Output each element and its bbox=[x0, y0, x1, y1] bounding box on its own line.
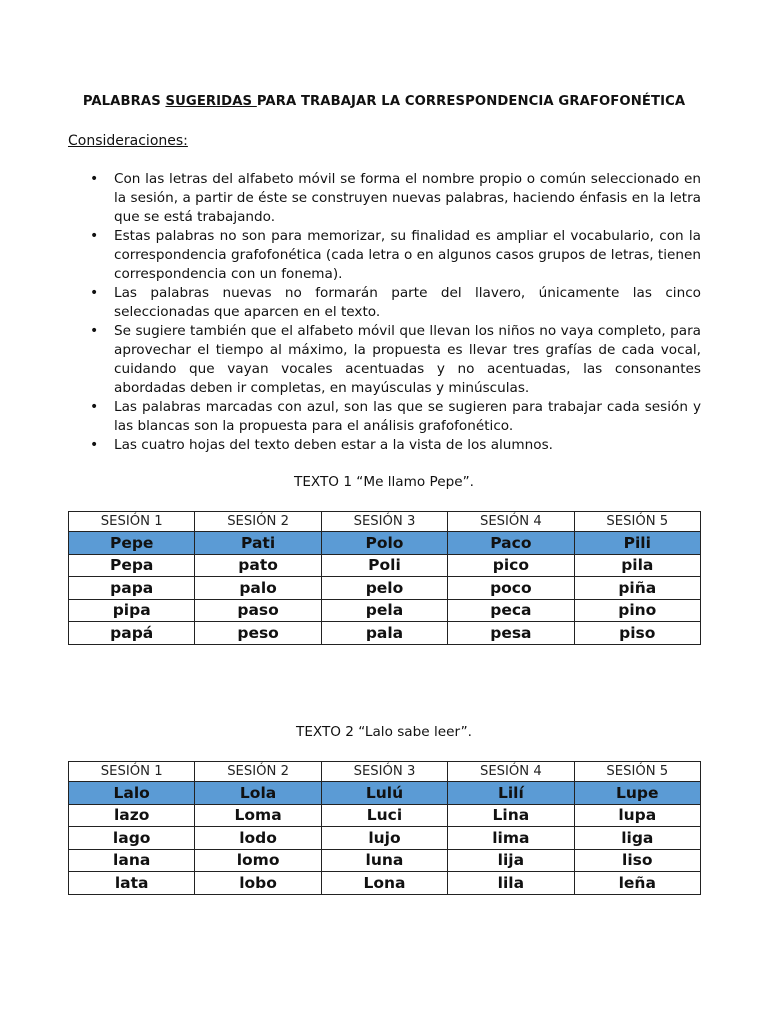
table-cell: poco bbox=[448, 577, 574, 600]
table-cell: Lola bbox=[195, 782, 321, 805]
highlighted-word-row bbox=[69, 782, 701, 805]
table-cell: paso bbox=[195, 599, 321, 622]
column-header: SESIÓN 2 bbox=[195, 512, 321, 532]
bullet-item: • Se sugiere también que el alfabeto móvil que llevan los niños no vaya completo, para aprovechar el tiempo al máximo, la propuesta es llevar tres grafías de cada vocal, cuidando que vayan vocales acentuadas y no acentuadas, las consonantes abordadas deben ir completas, en mayúsculas y minúsculas. bbox=[90, 322, 701, 398]
table-cell: Pepa bbox=[69, 554, 195, 577]
table-cell: pato bbox=[195, 554, 321, 577]
table-row bbox=[69, 872, 701, 895]
table-cell: Lina bbox=[448, 804, 574, 827]
column-header: SESIÓN 5 bbox=[574, 512, 700, 532]
column-header: SESIÓN 3 bbox=[321, 512, 447, 532]
table-cell: Loma bbox=[195, 804, 321, 827]
table-cell: Polo bbox=[321, 532, 447, 555]
bullet-item: • Las cuatro hojas del texto deben estar a la vista de los alumnos. bbox=[90, 436, 701, 455]
table-header-row bbox=[69, 762, 701, 782]
texto-1-heading: TEXTO 1 “Me llamo Pepe”. bbox=[294, 474, 474, 490]
highlighted-word-row bbox=[69, 532, 701, 555]
title-underlined-word: SUGERIDAS bbox=[165, 94, 257, 109]
title-part-1: PALABRAS bbox=[82, 94, 166, 109]
table-cell: leña bbox=[574, 872, 700, 895]
column-header: SESIÓN 4 bbox=[448, 762, 574, 782]
table-cell: Poli bbox=[321, 554, 447, 577]
bullet-item: • Estas palabras no son para memorizar, su finalidad es ampliar el vocabulario, con la correspondencia grafofonética (cada letra o en algunos casos grupos de letras, tienen correspondencia con un fonema). bbox=[90, 227, 701, 284]
column-header: SESIÓN 1 bbox=[69, 762, 195, 782]
table-cell: Pili bbox=[574, 532, 700, 555]
table-row bbox=[69, 849, 701, 872]
table-cell: pala bbox=[321, 622, 447, 645]
table-cell: Luci bbox=[321, 804, 447, 827]
column-header: SESIÓN 2 bbox=[195, 762, 321, 782]
table-cell: Lilí bbox=[448, 782, 574, 805]
table-row bbox=[69, 599, 701, 622]
table-cell: piso bbox=[574, 622, 700, 645]
table-cell: Pati bbox=[195, 532, 321, 555]
table-cell: peso bbox=[195, 622, 321, 645]
table-cell: peca bbox=[448, 599, 574, 622]
column-header: SESIÓN 3 bbox=[321, 762, 447, 782]
table-row bbox=[69, 622, 701, 645]
table-cell: luna bbox=[321, 849, 447, 872]
table-cell: Lalo bbox=[69, 782, 195, 805]
table-cell: lomo bbox=[195, 849, 321, 872]
table-cell: Pepe bbox=[69, 532, 195, 555]
table-cell: liso bbox=[574, 849, 700, 872]
table-cell: lodo bbox=[195, 827, 321, 850]
table-cell: lana bbox=[69, 849, 195, 872]
table-cell: Paco bbox=[448, 532, 574, 555]
table-cell: lujo bbox=[321, 827, 447, 850]
bullet-item: • Las palabras marcadas con azul, son las que se sugieren para trabajar cada sesión y las blancas son la propuesta para el análisis grafofonético. bbox=[90, 398, 701, 436]
table-cell: Lulú bbox=[321, 782, 447, 805]
table-cell: papa bbox=[69, 577, 195, 600]
table-cell: palo bbox=[195, 577, 321, 600]
table-cell: lija bbox=[448, 849, 574, 872]
column-header: SESIÓN 5 bbox=[574, 762, 700, 782]
column-header: SESIÓN 1 bbox=[69, 512, 195, 532]
table-cell: pipa bbox=[69, 599, 195, 622]
table-cell: pino bbox=[574, 599, 700, 622]
bullet-item: • Las palabras nuevas no formarán parte del llavero, únicamente las cinco seleccionadas que aparcen en el texto. bbox=[90, 284, 701, 322]
table-row bbox=[69, 554, 701, 577]
table-cell: lazo bbox=[69, 804, 195, 827]
table-row bbox=[69, 804, 701, 827]
table-cell: pelo bbox=[321, 577, 447, 600]
table-cell: lupa bbox=[574, 804, 700, 827]
considerations-list bbox=[90, 170, 701, 455]
table-cell: liga bbox=[574, 827, 700, 850]
table-header-row bbox=[69, 512, 701, 532]
table-row bbox=[69, 577, 701, 600]
table-cell: piña bbox=[574, 577, 700, 600]
title-part-2: PARA TRABAJAR LA CORRESPONDENCIA GRAFOFONÉTICA bbox=[256, 94, 686, 109]
table-cell: Lupe bbox=[574, 782, 700, 805]
column-header: SESIÓN 4 bbox=[448, 512, 574, 532]
document-title bbox=[0, 94, 768, 109]
texto-2-heading: TEXTO 2 “Lalo sabe leer”. bbox=[296, 724, 472, 740]
considerations-heading: Consideraciones: bbox=[68, 133, 188, 149]
table-cell: pela bbox=[321, 599, 447, 622]
texto-1-word-table bbox=[68, 511, 701, 645]
table-cell: pico bbox=[448, 554, 574, 577]
table-cell: pesa bbox=[448, 622, 574, 645]
table-cell: lago bbox=[69, 827, 195, 850]
table-cell: lobo bbox=[195, 872, 321, 895]
table-cell: papá bbox=[69, 622, 195, 645]
table-row bbox=[69, 827, 701, 850]
table-cell: lata bbox=[69, 872, 195, 895]
texto-2-word-table bbox=[68, 761, 701, 895]
table-cell: Lona bbox=[321, 872, 447, 895]
bullet-item: • Con las letras del alfabeto móvil se forma el nombre propio o común seleccionado en la sesión, a partir de éste se construyen nuevas palabras, haciendo énfasis en la letra que se está trabajando. bbox=[90, 170, 701, 227]
table-cell: lima bbox=[448, 827, 574, 850]
table-cell: lila bbox=[448, 872, 574, 895]
table-cell: pila bbox=[574, 554, 700, 577]
